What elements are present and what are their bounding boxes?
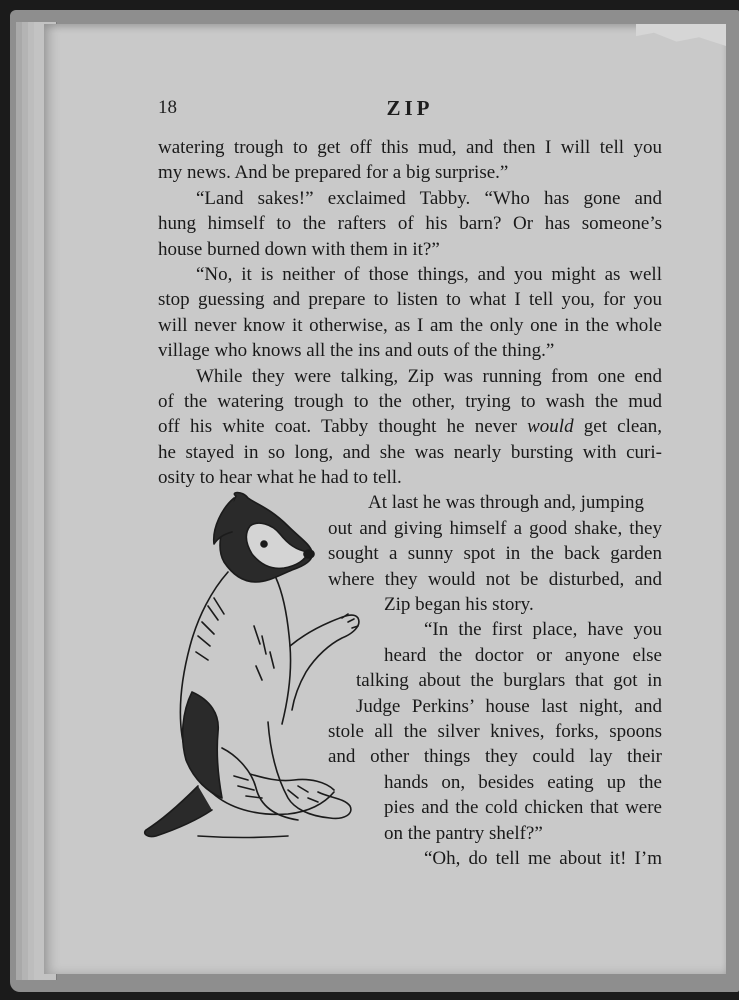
text-line: heard the doctor or anyone else (384, 644, 662, 666)
text-line: my news. And be prepared for a big surprise.” (158, 162, 509, 184)
text-fragment: get clean, (583, 416, 662, 438)
text-line: Zip began his story. (384, 594, 534, 616)
text-line: talking about the burglars that got in (356, 670, 662, 692)
page-number: 18 (158, 97, 177, 118)
text-line: he stayed in so long, and she was nearly bursting with curi- (158, 441, 662, 463)
italic-word: would (527, 416, 574, 438)
torn-corner (636, 24, 726, 46)
text-line: watering trough to get off this mud, and then I will tell you (158, 137, 662, 158)
dog-illustration (138, 486, 368, 858)
text-line: village who knows all the ins and outs of the thing.” (158, 340, 555, 362)
text-line: where they would not be disturbed, and (328, 568, 662, 590)
text-line: on the pantry shelf?” (384, 822, 543, 844)
text-line: out and giving himself a good shake, they (328, 517, 662, 539)
page-header (158, 97, 662, 121)
text-line: While they were talking, Zip was running from one end (196, 365, 662, 387)
text-fragment: off his white coat. Tabby thought he never (158, 416, 517, 438)
text-line: sought a sunny spot in the back garden (328, 543, 662, 565)
text-line (158, 414, 662, 439)
text-line: At last he was through and, jumping (368, 492, 644, 514)
text-line: osity to hear what he had to tell. (158, 467, 402, 489)
text-line: stop guessing and prepare to listen to what I tell you, for you (158, 289, 662, 311)
text-line: “No, it is neither of those things, and you might as well (196, 263, 662, 285)
text-line: and other things they could lay their (328, 746, 662, 768)
text-line: stole all the silver knives, forks, spoons (328, 720, 662, 742)
text-line: pies and the cold chicken that were (384, 797, 662, 819)
text-line: house burned down with them in it?” (158, 238, 440, 260)
text-line: Judge Perkins’ house last night, and (356, 695, 662, 717)
running-title: ZIP (386, 96, 434, 120)
text-line: hands on, besides eating up the (384, 771, 662, 793)
text-line: hung himself to the rafters of his barn? Or has someone’s (158, 213, 662, 235)
text-line: of the watering trough to the other, trying to wash the mud (158, 390, 662, 412)
text-line: “In the first place, have you (424, 619, 662, 641)
text-line: “Oh, do tell me about it! I’m (424, 847, 662, 869)
text-line: “Land sakes!” exclaimed Tabby. “Who has gone and (196, 187, 662, 209)
text-line: will never know it otherwise, as I am the only one in the whole (158, 314, 662, 336)
